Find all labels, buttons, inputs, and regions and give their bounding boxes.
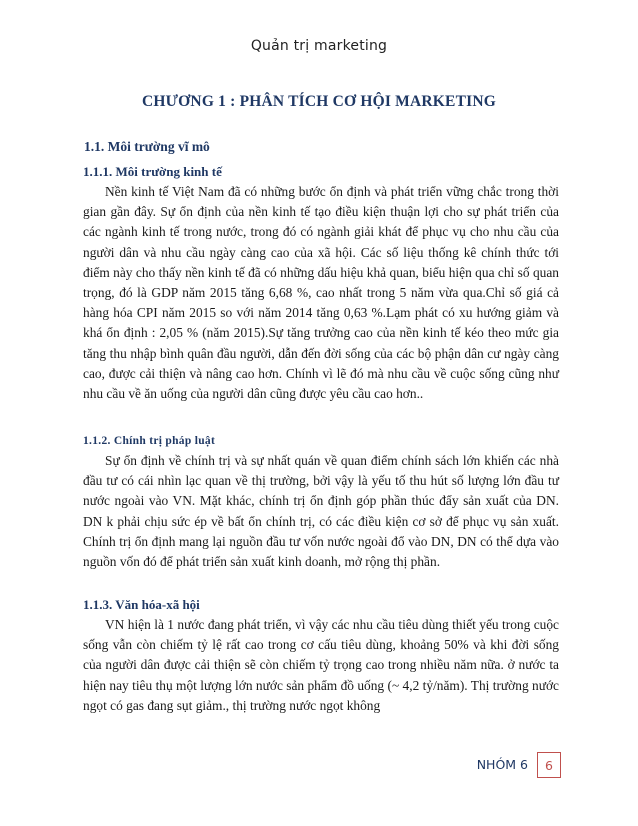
section-heading-1-1-2: 1.1.2. Chính trị pháp luật — [83, 435, 216, 447]
section-1-1-2-paragraph: Sự ổn định về chính trị và sự nhất quán về quan điểm chính sách lớn khiến các nhà đầu tư có cái nhìn lạc quan về thị trường, bởi vậy là yếu tố thu hút số lượng lớn đầu tư nước ngoài vào VN. Mặt khác, chính trị ổn định góp phần thúc đẩy sản xuất của DN. DN k phải chịu sức ép về bất ổn chính trị, có các điều kiện cơ sở để phục vụ sản xuất. Chính trị ổn định mang lại nguồn đầu tư vốn nước ngoài đổ vào DN, DN có thể dựa vào nguồn vốn đó để phát triển sản xuất kinh doanh, mở rộng thị phần. — [83, 453, 559, 570]
page-footer — [0, 752, 638, 778]
section-1-1-2 — [83, 431, 559, 572]
section-1-1-3 — [83, 595, 559, 716]
footer-group-label: NHÓM 6 — [476, 757, 528, 772]
page-number: 6 — [537, 752, 561, 778]
section-heading-1-1-1: 1.1.1. Môi trường kinh tế — [83, 164, 222, 179]
section-1-1-3-paragraph: VN hiện là 1 nước đang phát triển, vì vậy các nhu cầu tiêu dùng thiết yếu trong cuộc sống vẫn còn chiếm tỷ lệ rất cao trong cơ cấu tiêu dùng, khoảng 50% và khi đời sống của người dân được cải thiện sẽ còn chiếm tỷ trọng cao trong nhiều năm nữa. ở nước ta hiện nay tiêu thụ một lượng lớn nước sản phẩm đồ uống (~ 4,2 tỷ/năm). Thị trường nước ngọt có gas đang sụt giảm., thị trường nước ngọt không — [83, 617, 559, 713]
section-1-1-1-paragraph: Nền kinh tế Việt Nam đã có những bước ổn định và phát triển vững chắc trong thời gian gần đây. Sự ổn định của nền kinh tế tạo điều kiện thuận lợi cho sự phát triển của các ngành kinh tế trong nước, trong đó có ngành giải khát để phục vụ cho nhu cầu của người dân và nhu cầu ngày càng cao của xã hội. Các số liệu thống kê chính thức tới điểm này cho thấy nền kinh tế đã có những dấu hiệu khả quan, biểu hiện qua chỉ số quan trọng, đó là GDP năm 2015 tăng 6,68 %, cao nhất trong 5 năm vừa qua.Chỉ số giá cả hàng hóa CPI năm 2015 so với năm 2014 tăng 0,63 %.Lạm phát có xu hướng giảm và khá ổn định : 2,05 % (năm 2015).Sự tăng trưởng cao của nền kinh tế kéo theo mức gia tăng thu nhập bình quân đầu người, dẫn đến đời sống của các bộ phận dân cư ngày càng cao, được cải thiện và nâng cao hơn. Chính vì lẽ đó mà nhu cầu về cuộc sống cũng như nhu cầu về ăn uống của người dân cũng được yêu cầu cao hơn.. — [83, 184, 559, 402]
section-1-1-1 — [83, 162, 559, 404]
section-heading-1-1: 1.1. Môi trường vĩ mô — [84, 139, 210, 154]
running-header: Quản trị marketing — [250, 38, 388, 54]
section-heading-1-1-3: 1.1.3. Văn hóa-xã hội — [83, 597, 200, 612]
chapter-title: CHƯƠNG 1 : PHÂN TÍCH CƠ HỘI MARKETING — [141, 93, 496, 110]
